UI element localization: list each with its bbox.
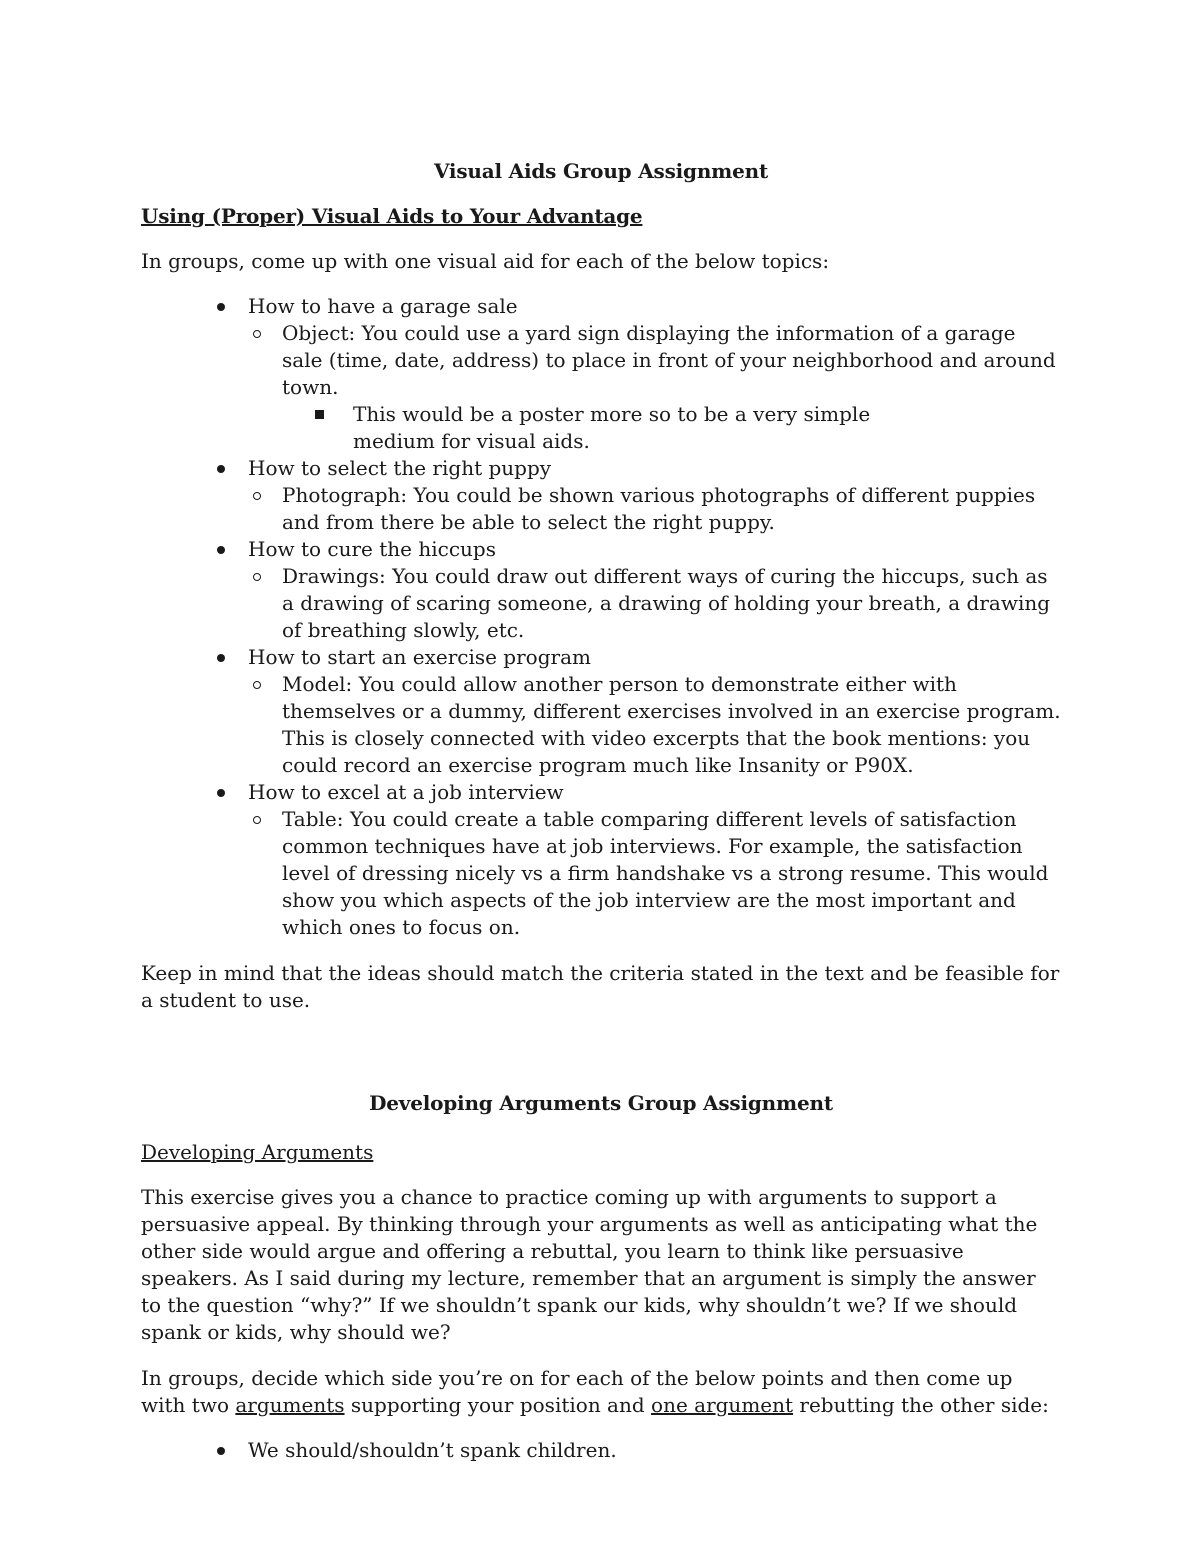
topic-idea-text: Model: You could allow another person to demonstrate either with themselves or a dummy, different exercises involved in an exercise program. This is closely connected with video excerpts that the book mentions: you could record an exercise program much like Insanity or P90X.	[282, 672, 1061, 777]
topic-item	[248, 644, 1061, 779]
topic-idea	[282, 482, 1061, 536]
topic-label: How to have a garage sale	[248, 294, 518, 318]
point-text: We should/shouldn’t spank children.	[248, 1438, 617, 1462]
filled-circle-bullet-icon	[217, 789, 225, 797]
topic-idea	[282, 671, 1061, 779]
topic-idea	[282, 320, 1061, 455]
section1-title: Visual Aids Group Assignment	[433, 159, 769, 183]
topic-note	[353, 401, 953, 455]
topic-idea	[282, 806, 1061, 941]
section2-title: Developing Arguments Group Assignment	[369, 1091, 833, 1115]
topic-label: How to cure the hiccups	[248, 537, 496, 561]
hollow-circle-bullet-icon	[253, 681, 261, 689]
points-list	[141, 1437, 1061, 1464]
square-bullet-icon	[315, 410, 324, 419]
section1-intro: In groups, come up with one visual aid for each of the below topics:	[141, 249, 830, 273]
topic-label: How to start an exercise program	[248, 645, 591, 669]
section1-closing: Keep in mind that the ideas should match the criteria stated in the text and be feasible for a student to use.	[141, 961, 1060, 1012]
filled-circle-bullet-icon	[217, 1447, 225, 1455]
section2-instruction	[141, 1365, 1061, 1419]
filled-circle-bullet-icon	[217, 303, 225, 311]
topic-idea-text: Object: You could use a yard sign displaying the information of a garage sale (time, date, address) to place in front of your neighborhood and around town.	[282, 321, 1056, 399]
hollow-circle-bullet-icon	[253, 330, 261, 338]
topic-item	[248, 293, 1061, 455]
filled-circle-bullet-icon	[217, 465, 225, 473]
instruction-arguments: arguments	[235, 1393, 345, 1417]
topic-idea	[282, 563, 1061, 644]
topic-item	[248, 455, 1061, 536]
topic-idea-text: Photograph: You could be shown various photographs of different puppies and from there be able to select the right puppy.	[282, 483, 1036, 534]
section2-subtitle: Developing Arguments	[141, 1140, 374, 1164]
section2-paragraph: This exercise gives you a chance to practice coming up with arguments to support a persuasive appeal. By thinking through your arguments as well as anticipating what the other side would argue and offering a rebuttal, you learn to think like persuasive speakers. As I said during my lecture, remember that an argument is simply the answer to the question “why?” If we shouldn’t spank our kids, why shouldn’t we? If we should spank or kids, why should we?	[141, 1185, 1038, 1344]
instruction-end: rebutting the other side:	[793, 1393, 1049, 1417]
instruction-start: In groups, decide which side you’re on for each of the below points and then come up with two	[141, 1366, 1013, 1417]
topic-list	[141, 293, 1061, 941]
topic-note-text: This would be a poster more so to be a very simple medium for visual aids.	[353, 402, 871, 453]
topic-idea-text: Drawings: You could draw out different ways of curing the hiccups, such as a drawing of scaring someone, a drawing of holding your breath, a drawing of breathing slowly, etc.	[282, 564, 1051, 642]
topic-item	[248, 536, 1061, 644]
hollow-circle-bullet-icon	[253, 816, 261, 824]
filled-circle-bullet-icon	[217, 654, 225, 662]
hollow-circle-bullet-icon	[253, 492, 261, 500]
topic-label: How to excel at a job interview	[248, 780, 564, 804]
instruction-one-argument: one argument	[651, 1393, 794, 1417]
topic-label: How to select the right puppy	[248, 456, 552, 480]
section1-subtitle: Using (Proper) Visual Aids to Your Advantage	[141, 204, 643, 228]
hollow-circle-bullet-icon	[253, 573, 261, 581]
topic-item	[248, 779, 1061, 941]
filled-circle-bullet-icon	[217, 546, 225, 554]
instruction-mid: supporting your position and	[344, 1393, 652, 1417]
document-page	[141, 158, 1061, 1464]
topic-idea-text: Table: You could create a table comparing different levels of satisfaction common techniques have at job interviews. For example, the satisfaction level of dressing nicely vs a firm handshake vs a strong resume. This would show you which aspects of the job interview are the most important and which ones to focus on.	[282, 807, 1049, 939]
point-item	[248, 1437, 1061, 1464]
